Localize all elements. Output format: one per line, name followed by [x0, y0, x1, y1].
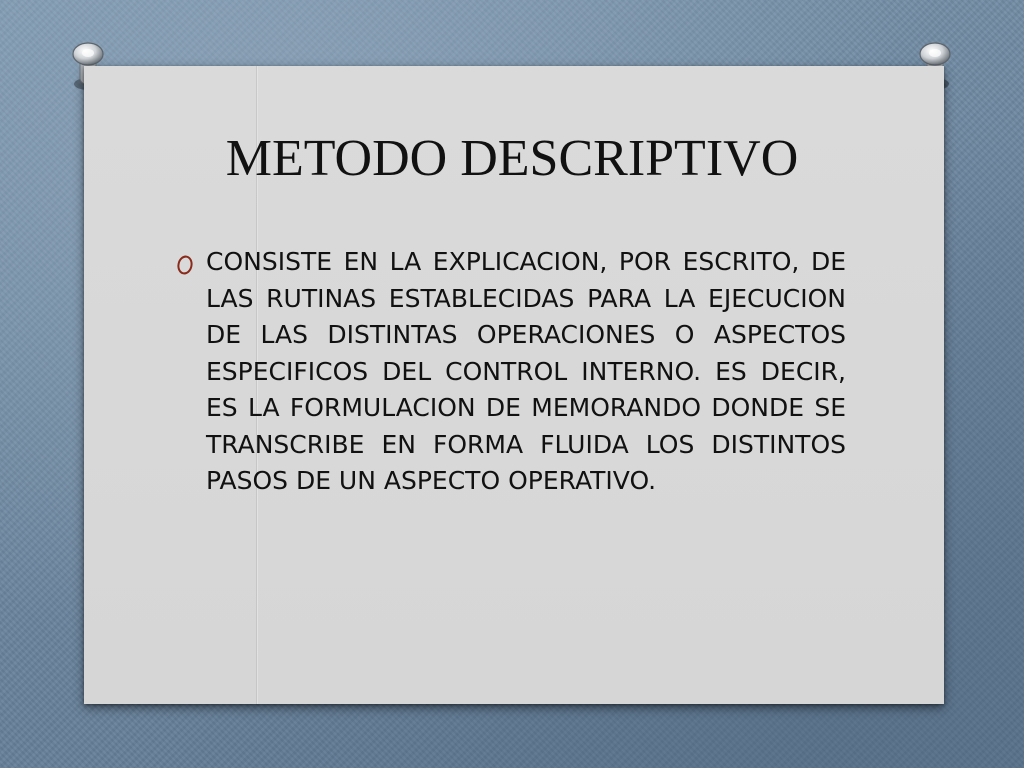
o-bullet-icon	[172, 246, 196, 280]
bullet-list-item	[172, 244, 848, 500]
bullet-text: CONSISTE EN LA EXPLICACION, POR ESCRITO, DE LAS RUTINAS ESTABLECIDAS PARA LA EJECUCION DE LAS DISTINTAS OPERACIONES O ASPECTOS ESPECIFICOS DEL CONTROL INTERNO. ES DECIR, ES LA FORMULACION DE MEMORANDO DONDE SE TRANSCRIBE EN FORMA FLUIDA LOS DISTINTOS PASOS DE UN ASPECTO OPERATIVO.	[206, 247, 846, 495]
slide-title: METODO DESCRIPTIVO	[225, 130, 799, 187]
